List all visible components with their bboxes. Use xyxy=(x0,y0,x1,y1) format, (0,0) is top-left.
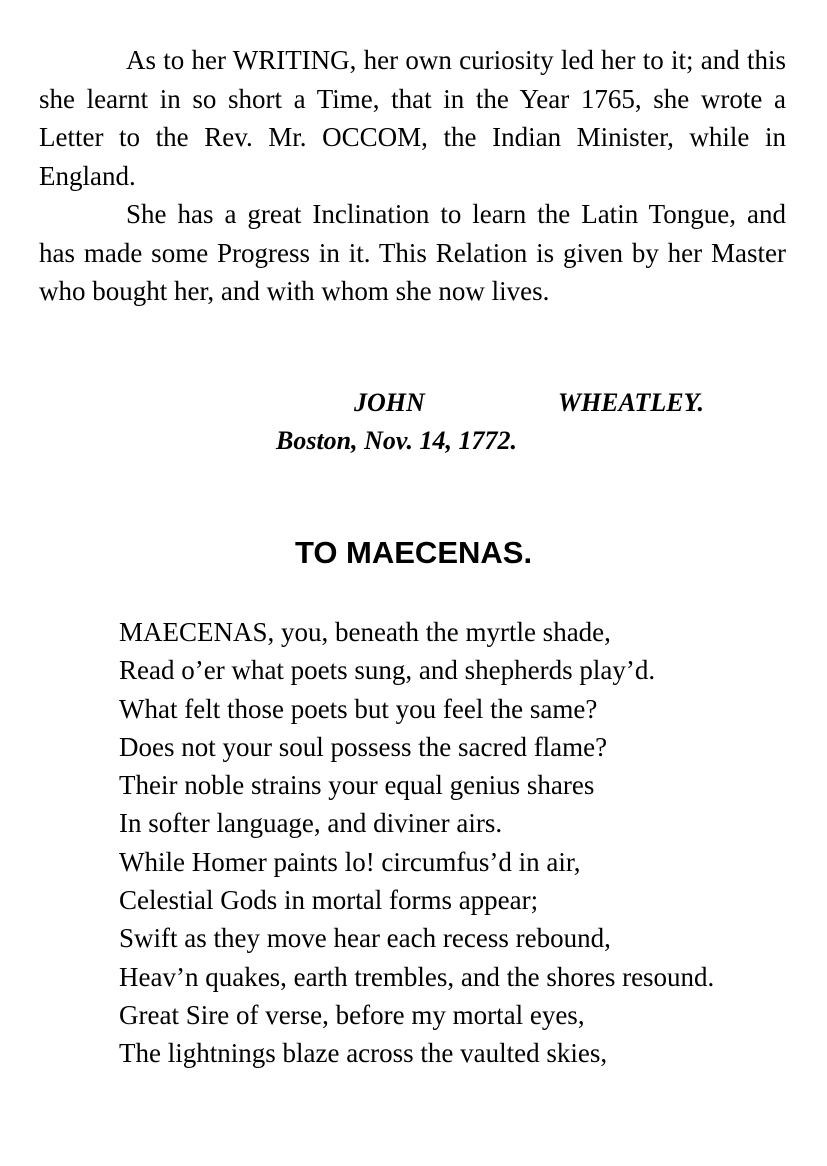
signature-place-date: Boston, Nov. 14, 1772. xyxy=(276,426,517,455)
prose-paragraph-latin xyxy=(39,195,786,311)
paragraph-text: As to her WRITING, her own curiosity led her to it; and this she learnt in so short a Time, that in the Year 1765, she wrote a Letter to the Rev. Mr. OCCOM, the Indian Minister, while in England. xyxy=(39,45,786,191)
poem-line: Swift as they move hear each recess rebound, xyxy=(119,923,611,954)
poem-body xyxy=(39,613,786,1073)
prose-paragraph-writing xyxy=(39,41,786,195)
paragraph-text: She has a great Inclination to learn the Latin Tongue, and has made some Progress in it. This Relation is given by her Master who bought her, and with whom she now lives. xyxy=(39,199,786,306)
signature-last-name: WHEATLEY. xyxy=(557,388,704,417)
poem-line: What felt those poets but you feel the same? xyxy=(119,693,598,724)
poem-line: MAECENAS, you, beneath the myrtle shade, xyxy=(119,617,611,647)
poem-line: Their noble strains your equal genius shares xyxy=(119,770,595,801)
poem-line: Read o’er what poets sung, and shepherds play’d. xyxy=(119,655,656,686)
poem-line: While Homer paints lo! circumfus’d in air, xyxy=(119,846,581,877)
poem-title: TO MAECENAS. xyxy=(294,535,533,570)
poem-line: Does not your soul possess the sacred flame? xyxy=(119,731,608,762)
poem-line: Great Sire of verse, before my mortal eyes, xyxy=(119,999,585,1030)
poem-line: The lightnings blaze across the vaulted skies, xyxy=(119,1038,608,1069)
signature-name xyxy=(354,384,704,422)
poem-line: Heav’n quakes, earth trembles, and the shores resound. xyxy=(119,961,715,992)
signature-first-name: JOHN xyxy=(354,388,425,417)
poem-line: In softer language, and diviner airs. xyxy=(119,808,503,839)
poem-line: Celestial Gods in mortal forms appear; xyxy=(119,885,539,916)
